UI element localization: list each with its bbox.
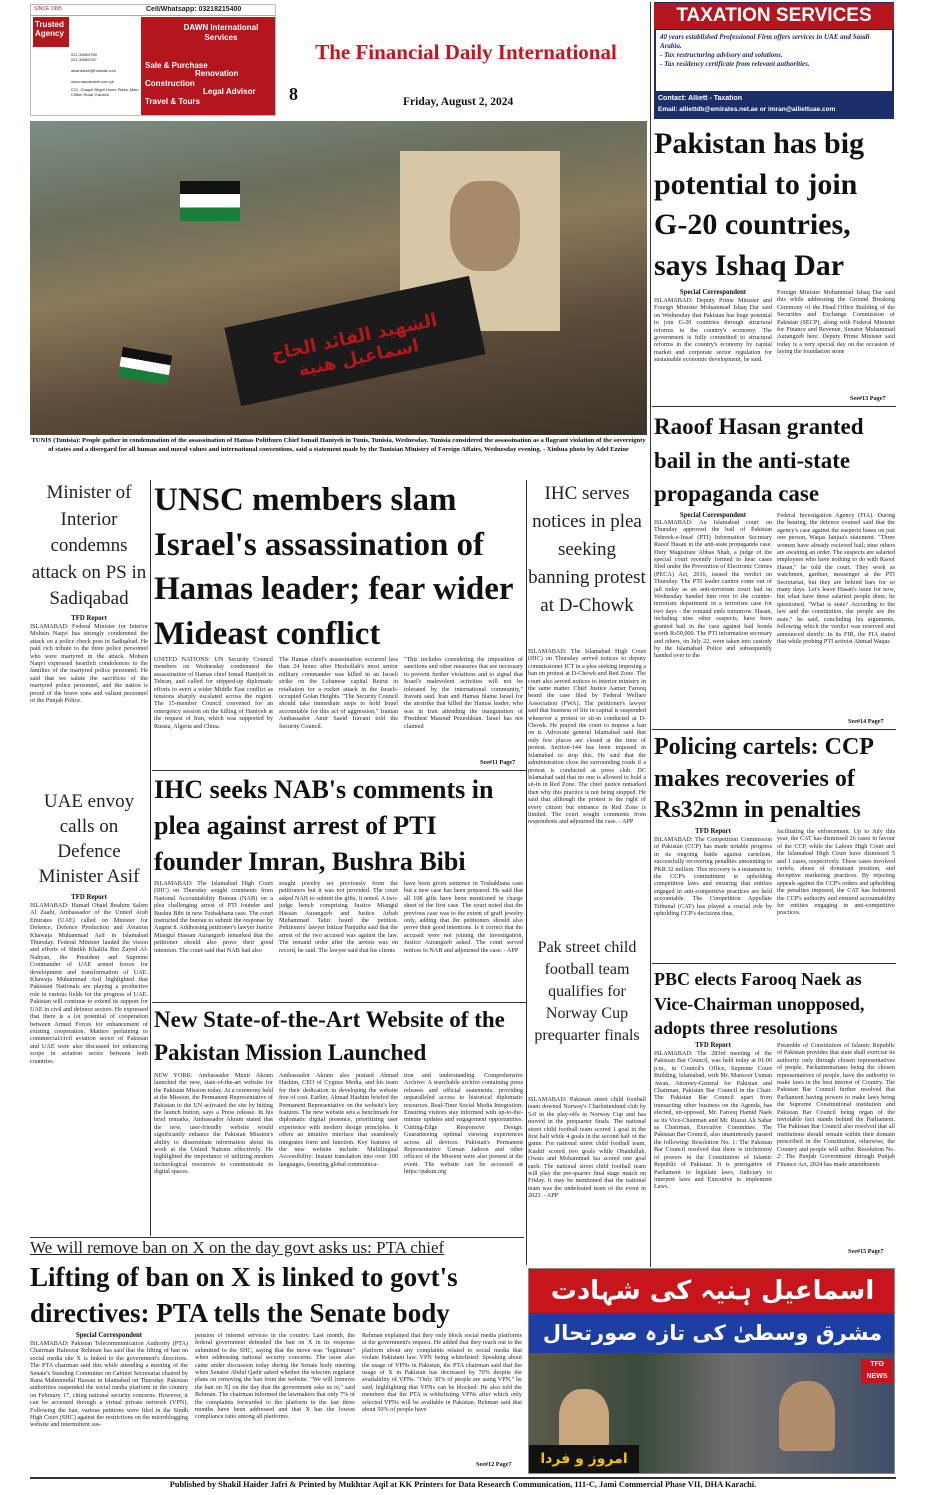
ad-tax-body xyxy=(656,30,892,91)
divider-ihc-nab xyxy=(152,1002,526,1003)
ad-tv-show-title: امروز و فردا xyxy=(529,1445,639,1473)
headline-pta: Lifting of ban on X is linked to govt's directives: PTA tells the Senate body xyxy=(30,1262,458,1328)
body-ihc-notice: ISLAMABAD: The Islamabad High Court (IHC) on Thursday served notices to deputy commissioner ICT in a plea seeking imposing a ban on protest at D-Chowk and Red Zone. The court also served notices to interior ministry in the same matter. Chief Justice Aamer Farooq heard the case filed by Federal Welfare Association (FWA). The petitioner's lawyer said that business of life in capital is suspended whenever a protest or sit-in conducted at D-Chowk. He prayed the court to impose a ban on it. Advocate general Islamabad said that only few places are closed at the time of protest. Section-144 has been imposed in Islamabad to stop this. He said that the administration close the surrounding roads if a protest is conducted at press club. DC Islamabad said that no one is allowed to hold a sit-in in Red Zone. The chief justice remarked then why this practice is not being stopped. He said that although the protest is the right of every citizen but entrance in Red Zone is limited. The court sought comments from respondents and adjourned the case. - APP xyxy=(528,648,646,826)
photo-flag-2 xyxy=(118,347,172,385)
ad-service-3: Legal Advisor xyxy=(203,86,256,96)
headline-ihc-notice: IHC serves notices in plea seeking banning protest at D-Chowk xyxy=(528,483,646,616)
body-pta-col3: Rehman explained that they only block social media platforms at the government's request. He added that they reach out to the platform about any complaints related to social media that violate Pakistani law. VPN being whitelisted: Speaking about the usage of VPNs in Pakistan, the PTA chairman said that the usage of X in Pakistan has decreased by 70% despite the availability of VPNs. "Only 30% of people are using VPN," he said, highlighting that VPNs can be blocked. He also told the members that the PTA is whitelisting VPNs after which only selected VPNs will be available in Pakistan. Rehman said that about 50% of people have xyxy=(362,1332,522,1414)
byline-pbc: TFD Report xyxy=(695,1042,731,1049)
headline-g20: Pakistan has big potential to join G-20 countries, says Ishaq Dar xyxy=(654,127,865,282)
jump-unsc[interactable]: See#11 Page7 xyxy=(480,759,516,766)
ad-tv-person-left xyxy=(559,1389,609,1449)
ad-tax-line2: - Tax restructuring advisory and solutions. xyxy=(660,51,783,59)
ad-dawn-travel[interactable] xyxy=(30,4,276,116)
ad-web: www.dawntravel.com.pk xyxy=(71,79,114,84)
body-raoof-col1: ISLAMABAD: An Islamabad court on Thursday approved the bail of Pakistan Tehreek-e-Insaf (PTI) Information Secretary Raoof Hasan in the anti-state propaganda case. Duty Magistrate Abbas Shah, a judge of the special court recently formed to hear cases filed under the Prevention of Electronic Crimes (PECA) Act, 2016, issued the verdict on Thursday. The PTI leader cannot come out of jail today as an anti-terrorism court had on Wednesday handed him over to the counter-terrorism department in a terrorism case for two days - the remand ends tomorrow. Hasan, including nine other suspects, have been granted bail in the case against bail bonds worth Rs50,000. The PTI information secretary and others, on July 22, were taken into custody by the Islamabad Police and subsequently handed over to the xyxy=(654,519,772,660)
photo-flag xyxy=(180,181,240,221)
headline-website: New State-of-the-Art Website of the Pakistan Mission Launched xyxy=(154,1007,505,1065)
masthead-title: The Financial Daily International xyxy=(315,40,617,64)
byline-raoof: Special Correspondent xyxy=(679,512,747,519)
kicker-pta: We will remove ban on X on the day govt asks us: PTA chief xyxy=(30,1238,445,1257)
headline-minister: Minister of Interior condemns attack on PS in Sadiqabad xyxy=(31,482,147,609)
body-website-col3: tion and understanding. Comprehensive Archive: A searchable archive containing press releases and official statements, providing unparalleled access to historical diplomatic resources. Real-Time Social Media Integration: Ensuring visitors stay informed with up-to-the-minute updates and engagement opportunities. Cutting-Edge Responsive Design: Guaranteeing optimal viewing experiences across all devices. Pakistan's Permanent Representative Usman Jadoon and other officers of the Mission were also present at the event. The website can be accessed at https://pakun.org xyxy=(404,1072,523,1176)
body-unsc-col3: "This includes considering the imposition of sanctions and other measures that are necessary to prevent further violations and to signal that Israel's malevolent activities will not be tolerated by the international community," Iravani said. Iran and Hamas blame Israel for the airstrike that killed the Hamas leader, who was in Iran attending the inauguration of President Masoud Pezeshkian. Israel has not claimed xyxy=(404,656,523,730)
photo-banner xyxy=(224,276,485,406)
ad-phone: Cell/Whatsapp: 03218215400 xyxy=(146,6,242,13)
ad-company: DAWN International Services xyxy=(183,23,259,42)
byline-pta: Special Correspondent xyxy=(75,1332,143,1339)
masthead xyxy=(283,4,649,116)
headline-unsc: UNSC members slam Israel's assassination of Hamas leader; fear wider Mideast conflict xyxy=(154,482,513,652)
ad-brand-line2: Agency xyxy=(35,29,64,38)
byline-uae: TFD Report xyxy=(71,894,107,901)
photo-banner-text: الشهيد القائد الحاج اسماعيل هنية xyxy=(269,309,440,382)
jump-pta[interactable]: See#12 Page7 xyxy=(476,1461,512,1468)
body-uae: ISLAMABAD: Hamad Obaid Ibrahim Salem Al Zaabi, Ambassador of the United Arab Emirates (UAE) called on Minister for Defence, Defence Production and Aviation Khawaja Muhammad Asif in Islamabad Thursday. Federal Minister lauded the vision and efforts of Sheikh Khalifa Bin Zayed Al-Nahyan, the President and Supreme Commander of UAE armed forces for development and transformation of UAE. Khawaja Muhammad Asif highlighted that Pakistani Nationals are playing a productive role in various fields for the progress of UAE. Pakistan will continue to extend its support for UAE in civil and defence sectors. He expressed that there is a lot potential of cooperation between Armed Forces for enhancement of existing cooperation. Matters pertaining to commercial/civil aviation sector of Pakistan and UAE were also discussed for enhancing scope in aviation sector between both countries. xyxy=(30,902,148,1065)
ad-tv-person-right xyxy=(779,1381,835,1451)
body-ihc-nab-col2: sought jewelry set previously from the petitioners but it was not provided. The court asked NAB to submit the gifts, it noted. A two-judge bench comprising Justice Miangul Hassan Aurangzeb and Justice Arbab Muhammad Tahir heard the petition. Petitioners' lawyer Intizar Panjutha said that the arrest of the two accused was against the law. The remand order after the arrests was on record, he said. The lawyer said that his clients xyxy=(279,880,398,954)
headline-policing: Policing cartels: CCP makes recoveries of Rs32mn in penalties xyxy=(654,734,873,823)
headline-pbc: PBC elects Farooq Naek as Vice-Chairman unopposed, adopts three resolutions xyxy=(654,969,865,1038)
ad-tax-line3: - Tax residency certificate from relevant authorities. xyxy=(660,60,810,68)
byline-g20: Special Correspondent xyxy=(679,289,747,296)
divider-raoof xyxy=(652,729,896,730)
ad-tfd-news[interactable] xyxy=(528,1268,895,1474)
footer-rule xyxy=(30,1477,896,1479)
ad-contact1: 021-35863785 xyxy=(71,52,97,57)
ad-tv-urdu2: مشرق وسطیٰ کی تازہ صورتحال xyxy=(529,1313,895,1353)
col-rule-2 xyxy=(526,480,527,1265)
ad-service-4: Travel & Tours xyxy=(145,97,200,106)
body-g20-col2: Foreign Minister Mohammad Ishaq Dar said this while addressing the Ground Breaking Ceremony of the Head Office Building of the Securities and Exchange Commission of Pakistan (SECP), along with Federal Minister for Finance and Revenue, Senator Muhammad Aurangzeb here. Deputy Prime Minister said today is a very special day on the occasion of laying the foundation stone xyxy=(777,289,895,356)
headline-ihc-nab: IHC seeks NAB's comments in plea against arrest of PTI founder Imran, Bushra Bibi xyxy=(154,775,494,876)
body-pbc-col1: ISLAMABAD: The 283rd meeting of the Pakistan Bar Council, was held today at 01:00 p.m., in Council's Office, Supreme Court Building, Islamabad, with Mr. Mansoor Usman Awan, Attorney-General for Pakistan and Chairman, Pakistan Bar Council in the Chair. The Pakistan Bar Council apart from transacting other business on the Agenda, has elected, un-opposed, Mr. Farooq Hamid Naek as its Vice-Chairman and Mr. Riazat Ali Sahar as Chairman, Executive Committee. The Pakistan Bar Council, also unanimously passed the following: Resolution No. 1: The Pakistan Bar Council resolved that there is trichotomy of powers in the Constitution of Islamic Republic of Pakistan. It is prerogative of Parliament to legislate laws, Judiciary to interpret laws and Executive to implement Laws. xyxy=(654,1050,772,1191)
footer-imprint: Published by Shakil Haider Jafri & Printed by Mukhtar Aqil at KK Printers for Data Research Communication, 111-C, Jami Commercial Phase VII, DHA Karachi. xyxy=(169,1480,757,1489)
ad-tax-email: Email: alliettdb@emirates.net.ae or imran@alliettuae.com xyxy=(658,106,836,113)
issue-date: Friday, August 2, 2024 xyxy=(403,96,514,108)
body-pak-street: ISLAMABAD: Pakistan street child football team downed Norway's Charlottenlund club by 5-0 in the play-offs in Norway Cup and has moved in the prequarter finals. The national street child football team scored 1 goal in the first half while 4 goals in the second half of the game. For national street child football team, Kashif scored two goals while Obaidullah, Owais and Mohammad Isa scored one goal each. The national street child football team will play the pre-quarter final stage match on Friday. It may be mentioned that the national team was the undefeated team of the event in 2023. - APP xyxy=(528,1096,646,1200)
body-g20-col1: ISLAMABAD: Deputy Prime Minister and Foreign Minister Mohammad Ishaq Dar said on Wednesday that Pakistan has huge potential to join G-20 countries through structural reforms in the country's economy. The government is fully committed to structural reforms in the country's economy by capital market and corporate sector regulation for sustainable economic development, he said. xyxy=(654,297,772,364)
body-website-col2: Ambassador Akram also praised Ahmad Hashim, CEO of Cygnus Media, and his team for their dedication in developing the website free of cost. Earlier, Ahmad Hashim briefed the Permanent Representative on the website's key features. The new website sets a benchmark for diplomatic digital presence, prioritizing user experience with modern design principles. It offers an intuitive interface that seamlessly integrates form and function. Key features of the new website include: Multilingual Accessibility: Instant translation into over 100 languages, fostering global communica- xyxy=(279,1072,398,1168)
body-minister: ISLAMABAD: Federal Minister for Interior Mohsin Naqvi has strongly condemned the attack on a police check post in Sadiqabad. He paid rich tribute to the three police personnel who were martyred in the attack. Mohsin Naqvi expressed heartfelt condolences to the families of the martyred police personnel. He said that we salute the sacrifices of the martyred police personnel, and the nation is proud of the brave sons and valiant personnel of the Punjab Police. xyxy=(30,623,148,705)
main-photo xyxy=(30,121,647,435)
divider-policing xyxy=(652,963,896,964)
ad-contact2: 021-35863787 xyxy=(71,57,97,62)
ad-email: dawntravel@hotmail.com xyxy=(71,68,116,73)
page-number: 8 xyxy=(289,84,298,104)
body-pta-col2: pension of internet services in the country. Last month, the federal government defended the ban on X in its response submitted to the SHC, saying that the move was "legitimate" when addressing national security concerns. The issue also came under discussion today during the Senate body meeting when Senator Abdul Qadir asked whether the telecom regulator plans on removing the ban from the website. "We will [remove the ban on X] on the day that the government asks us to," said Rehman. The chairman informed the lawmakers that only 7% of the complaints forwarded to the platform in the last three months have been addressed and that X has the lowest compliance ratio among all platforms. xyxy=(195,1332,355,1421)
ad-since-label: SINCE 1995 xyxy=(34,6,62,12)
body-policing-col2: facilitating the enforcement. Up to July this year, the CAT has dismissed 26 cases in favour of the CCP, while the Lahore High Court and the Islamabad High Court have dismissed 5 and 1 cases, respectively. These cases involved cartels, abuse of dominant position, and deceptive marketing practices. By rejecting appeals against the CCP's orders and upholding the penalties imposed, the CAT has bolstered the CCP's authority and ensured accountability for entities engaging in anti-competitive practices. xyxy=(777,828,895,917)
body-ihc-nab-col1: ISLAMABAD: The Islamabad High Court (IHC) on Thursday sought comments from National Accountability Bureau (NAB) on a plea challenging arrest of PTI founder and Bushra Bibi in new Toshakhana case. The court instructed the bureau to submit the response by August 8. Addressing petitioner's lawyer Justice Miangul Hassan Aurangzeb remarked that the petitioner should also prove their good intention. The court said that NAB had also xyxy=(154,880,273,954)
ad-tv-channel-logo: TFD NEWS xyxy=(861,1359,893,1383)
ad-service-2: Construction xyxy=(145,79,195,88)
ad-tax-title: TAXATION SERVICES xyxy=(654,3,894,29)
ad-tv-urdu1: اسماعیل ہنیہ کی شہادت xyxy=(529,1269,895,1313)
photo-caption: TUNIS (Tunisia): People gather in condemnation of the assassination of Hamas Politburo Chief Ismail Haniyeh in Tunis, Tunisia, Wednesday. Tunisia considered the assassination as a flagrant violation of the sovereignty of states and a disregard for all human and moral values and international conventions, said a statement made by the Tunisian Ministry of Foreign Affairs, Wednesday evening. - Xinhua photo by Adel Ezzine xyxy=(31,437,646,453)
body-raoof-col2: Federal Investigation Agency (FIA). During the hearing, the defence counsel said that the agency's case against the suspects bases on just one person, Waqas Janjua's statement. "Three women have already recieved bail; nine others are awaiting an order. The suspects are salaried employees who have nothing to do with Raoof Hasan," he told the court. They work as watchmen, gardner, messenger at the PTI Secretariat, but they are behind bars for so many days. Let's leave Hasan's issue for now, but what have these salaried people done, he questioned. "What is state? According to the law and the constitution, the people are the state," he said, concluding his arguments, following which the verdict was reserved and announced shortly. In its FIR, the FIA stated that while probing PTI activist Ahmad Waqas xyxy=(777,512,895,645)
col-rule-3 xyxy=(650,2,651,1267)
ad-tax-contact: Contact: Alliett - Taxation xyxy=(658,95,742,102)
headline-uae: UAE envoy calls on Defence Minister Asif xyxy=(38,791,140,887)
body-unsc-col2: The Hamas chief's assassination occurred less than 24 hours after Hezbollah's most senior military commander was killed in an Israeli strike on the Lebanese capital Beirut in retaliation for a rocket attack in the Israeli-occupied Golan Heights. "The Security Council should take immediate steps to hold Israel accountable for this act of aggression," Iranian Ambassador Amir Saeid Iravani told the Security Council. xyxy=(279,656,398,730)
ad-brand-line1: Trusted xyxy=(35,20,64,29)
body-policing-col1: ISLAMABAD: The Competition Commission of Pakistan (CCP) has made notable progress in its ongoing battle against cartelism, successfully recovering penalties amounting to PKR 32 million. This recovery is a testament to the CCP's commitment to upholding competition laws and ensuring that entities engaged in anti-competitive practices are held accountable. The Competition Appellate Tribunal (CAT) has played a crucial role by upholding CCP's decisions thus, xyxy=(654,836,772,918)
divider-g20 xyxy=(652,406,896,407)
photo-portrait-head xyxy=(450,181,520,271)
col-rule-1 xyxy=(150,480,151,1236)
body-ihc-nab-col3: have been given sentence in Toshakhana case but a new case has been prepared. He said that all 108 gifts have been mentioned in charge sheet of the first case. The court noted that the previous case was to the extent of graff jewelry only, adding that the petitioners should also prove their good intentions. Is it correct that the accused were not joining the investigation, Justice Aurangzeb asked. The court served notices to NAB and adjourned the case. - APP xyxy=(404,880,523,954)
ad-tax-line1: 40 years established Professional Firm offers services in UAE and Saudi Arabia. xyxy=(660,33,870,50)
body-pbc-col2: Preamble of Constitution of Islamic Republic of Pakistan provides that state shall exercise its authority only through chosen representatives of people. Parliamentarians being the chosen representatives of people, have the authority to make laws in the best interest of Country. The Pakistan Bar Council further resolved that Parliament having powers to make laws being the Supreme Constitutional institution and Pakistan Bar Council being organ of the inviolable fact stands behind the Parliament. The Pakistan Bar Council also resolved that all institutions should remain within their domain prescribed in the Constitution, otherwise, the Country and people will suffer. Resolution No. 2: The Punjab Government through Punjab Finance Act, 2024 has made amendments xyxy=(777,1042,895,1168)
ad-service-1: Renovation xyxy=(195,68,239,78)
body-pta-col1: ISLAMABAD: Pakistan Telecommunication Authority (PTA) Chairman Hafeezur Rehman has said that the lifting of ban on social media site X is linked to the government's directives. The PTA chairman said this while attending a meeting of the Senate's Standing Committee on Cabinet Secretariat chaired by Rana Mahmoodul Hassan in Islamabad on Thursday. Pakistan authorities suspended the social media platform in the country on February 17, citing national security concerns. However, it can be accessed through a virtual private network (VPN). Following the ban, various petitions were filed in the Sindh High Court (SHC) against the restrictions on the microblogging website and intermittent sus- xyxy=(30,1340,188,1429)
jump-pbc[interactable]: See#15 Page7 xyxy=(848,1248,884,1255)
ad-service-0: Sale & Purchase xyxy=(145,61,208,70)
ad-address: C12, Chapel Bright Home Plaza, Main Clifton Road, Karachi xyxy=(71,87,139,97)
divider-unsc xyxy=(152,770,526,771)
jump-raoof[interactable]: See#14 Page7 xyxy=(848,718,884,725)
ad-taxation[interactable] xyxy=(654,2,894,119)
byline-policing: TFD Report xyxy=(695,828,731,835)
ad-contact-list xyxy=(71,49,141,97)
ad-brand-box xyxy=(33,17,69,47)
byline-minister: TFD Report xyxy=(71,615,107,622)
body-unsc-col1: UNITED NATIONS: UN Security Council members on Wednesday condemned the assassination of Hamas chief Ismail Haniyeh in Tehran, and called for stepped-up diplomatic efforts to avert a wider Middle East conflict as tensions sharply escalated across the region. The 15-member Council convened for an emergency session on the killing of Haniyeh at the request of Iran, which was supported by Russia, Algeria and China. xyxy=(154,656,273,730)
body-website-col1: NEW YORK: Ambassador Munir Akram launched the new, state-of-the-art website for the Pakistan Mission today. At a ceremony held at the Mission, the Permanent Representative of Pakistan to the UN activated the site by hitting the launch button, says a Press release. In his brief remarks, Ambassador Akram stated that the new, user-friendly website would significantly enhance the Pakistan Mission's ability to disseminate information about its work at the United Nations effectively. He highlighted the importance of utilizing modern technological resources to communicate in digital spaces. xyxy=(154,1072,273,1176)
headline-pak-street: Pak street child football team qualifies for Norway Cup prequarter finals xyxy=(534,939,640,1044)
headline-raoof: Raoof Hasan granted bail in the anti-state propaganda case xyxy=(654,414,864,506)
jump-g20[interactable]: See#13 Page7 xyxy=(850,395,886,402)
ad-services xyxy=(145,61,275,108)
